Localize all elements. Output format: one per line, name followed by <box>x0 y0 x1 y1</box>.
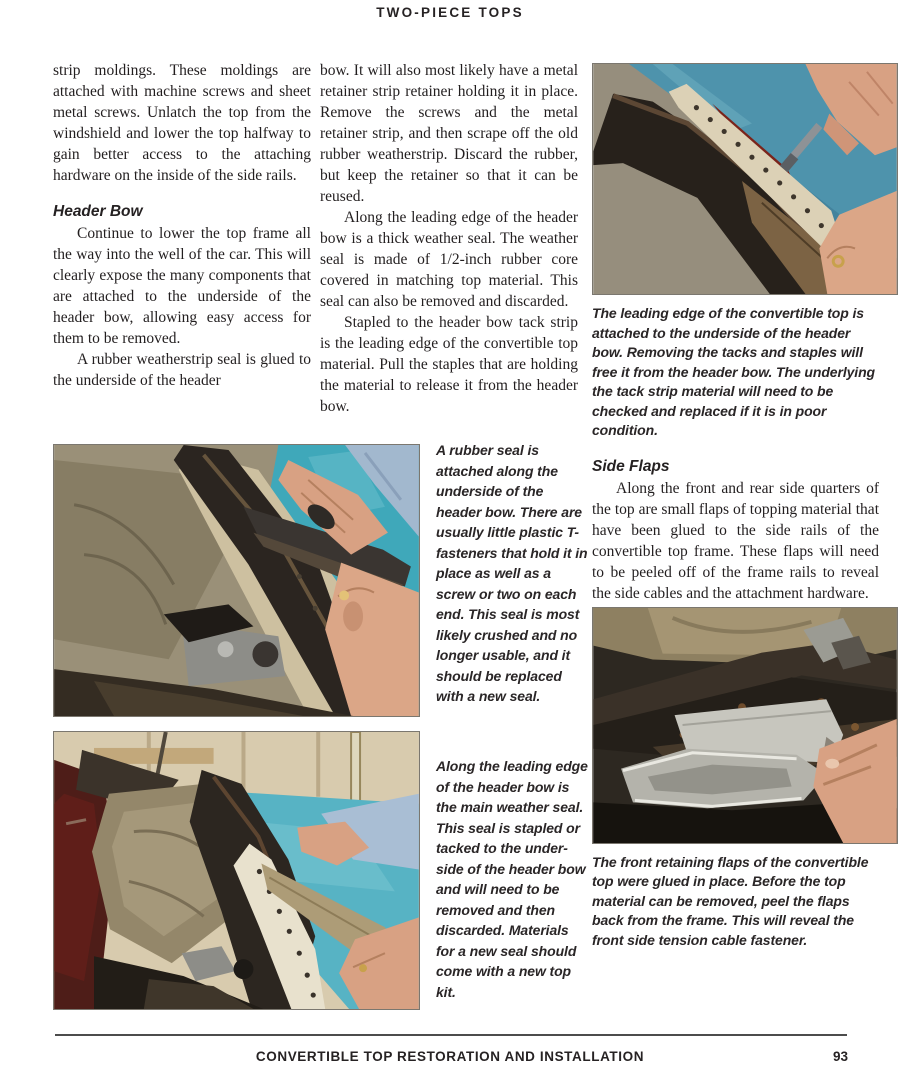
footer-rule <box>55 1034 847 1036</box>
section-heading-header-bow: Header Bow <box>53 203 143 220</box>
text-column-3 <box>592 60 879 950</box>
text-column-2 <box>320 60 578 417</box>
body-paragraph: Along the leading edge of the header bow is a thick weather seal. The weather seal is made of 1/2-inch rubber core covered in matching top material. This seal can also be removed and discarded. <box>320 209 578 310</box>
section-heading-side-flaps: Side Flaps <box>592 457 670 475</box>
photo-caption: Along the leading edge of the header bow is the main weather seal. This seal is stapled or tacked to the underside of the header bow and will need to be removed and then discarded. Materials for a new seal should come with a new top kit. <box>436 758 588 1000</box>
photo-header-bow-tack-removal <box>592 63 898 295</box>
body-paragraph: A rubber weatherstrip seal is glued to the underside of the header <box>53 351 311 389</box>
footer-book-title: CONVERTIBLE TOP RESTORATION AND INSTALLATION <box>255 1049 645 1064</box>
photo-caption: A rubber seal is attached along the underside of the header bow. There are usually little plastic T-fasteners that hold it in place as well as a screw or two on each end. This seal is most likely crushed and no longer usable, and it should be replaced with a new seal. <box>436 442 588 704</box>
photo-side-rail-flap-peel <box>592 607 898 844</box>
body-paragraph: strip moldings. These moldings are attached with machine screws and sheet metal screws. Unlatch the top from the windshield and lower the top halfway to gain better access to the attaching hardware on the inside of the side rails. <box>53 62 311 184</box>
body-paragraph: Continue to lower the top frame all the way into the well of the car. This will clearly expose the many components that are attached to the underside of the header bow, allowing easy access for them to be removed. <box>53 225 311 347</box>
page-header-title: TWO-PIECE TOPS <box>376 5 524 20</box>
body-paragraph: Stapled to the header bow tack strip is the leading edge of the convertible top material. Pull the staples that are holding the material to release it from the header bow. <box>320 314 578 415</box>
photo-caption: The leading edge of the convertible top is attached to the underside of the header bow. Removing the tacks and staples will free it from the header bow. The underlying the tack strip material will need to be checked and replaced if it is in poor condition. <box>592 305 875 438</box>
photo-weather-seal-removal <box>53 731 420 1010</box>
page-number: 93 <box>832 1049 848 1064</box>
body-paragraph: Along the front and rear side quarters of the top are small flaps of topping material that have been glued to the side rails of the convertible top frame. These flaps will need to be peeled off of the frame rails to reveal the side cables and the attachment hardware. <box>592 479 879 602</box>
photo-caption: The front retaining flaps of the convertible top were glued in place. Before the top material can be removed, peel the flaps back from the frame. This will reveal the front side tension cable fastener. <box>592 853 869 948</box>
body-paragraph: bow. It will also most likely have a metal retainer strip retainer holding it in place. Remove the screws and the metal retainer strip, and then scrape off the old rubber weatherstrip. Discard the rubber, but keep the retainer so that it can be reused. <box>320 62 578 205</box>
text-column-1 <box>53 60 311 391</box>
photo-rubber-seal-removal <box>53 444 420 717</box>
